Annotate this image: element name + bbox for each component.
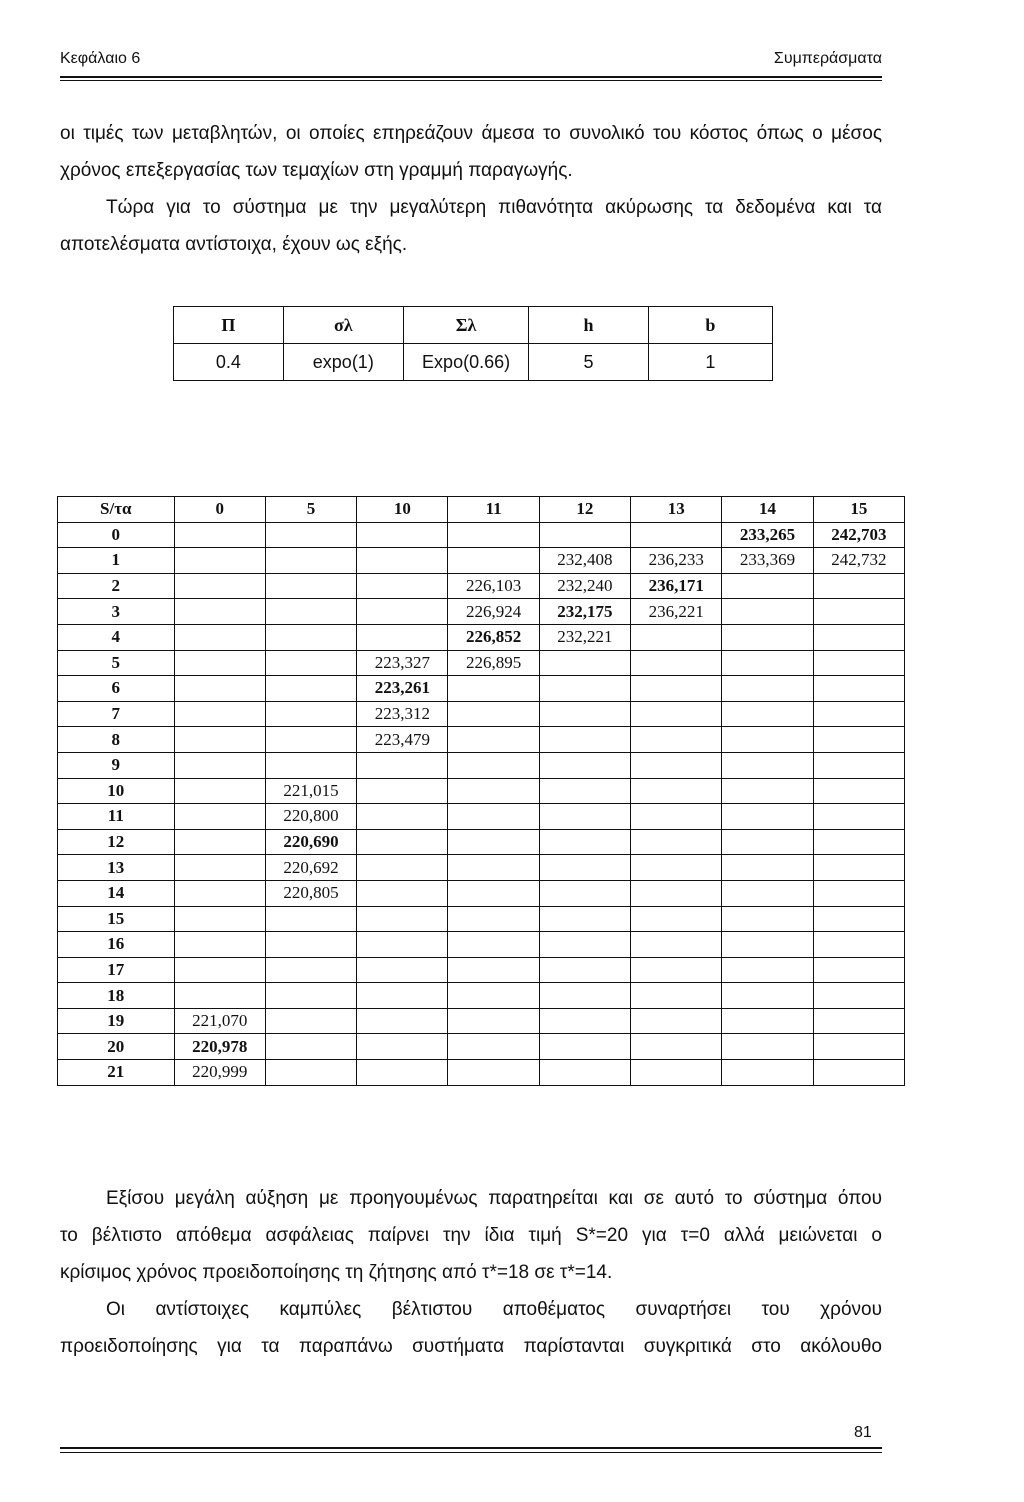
results-cell xyxy=(539,752,630,778)
row-label: 2 xyxy=(58,573,175,599)
row-label: 5 xyxy=(58,650,175,676)
conclusion-line: κρίσιμος χρόνος προειδοποίησης τη ζήτησης από τ*=18 σε τ*=14. xyxy=(60,1262,613,1283)
results-cell xyxy=(813,701,904,727)
results-cell xyxy=(174,983,265,1009)
results-cell xyxy=(722,804,813,830)
results-row xyxy=(58,676,905,702)
results-cell xyxy=(357,855,448,881)
results-cell xyxy=(357,522,448,548)
results-cell xyxy=(631,804,722,830)
results-cell: 226,852 xyxy=(448,624,539,650)
results-cell xyxy=(539,676,630,702)
results-cell xyxy=(448,522,539,548)
results-cell xyxy=(357,983,448,1009)
results-cell: 232,240 xyxy=(539,573,630,599)
results-col-header: 0 xyxy=(174,497,265,523)
results-cell: 233,265 xyxy=(722,522,813,548)
results-cell xyxy=(813,1008,904,1034)
results-cell xyxy=(722,880,813,906)
results-cell xyxy=(631,855,722,881)
results-row xyxy=(58,932,905,958)
results-cell xyxy=(722,855,813,881)
results-cell xyxy=(722,932,813,958)
page-number: 81 xyxy=(854,1424,872,1441)
results-cell xyxy=(722,701,813,727)
param-header: Π xyxy=(174,307,284,344)
chapter-label: Κεφάλαιο 6 xyxy=(60,50,141,67)
row-label: 1 xyxy=(58,548,175,574)
results-row xyxy=(58,599,905,625)
results-cell xyxy=(539,957,630,983)
results-cell xyxy=(357,804,448,830)
results-cell xyxy=(174,752,265,778)
results-cell xyxy=(357,624,448,650)
results-row xyxy=(58,624,905,650)
results-col-header: 10 xyxy=(357,497,448,523)
row-label: 21 xyxy=(58,1060,175,1086)
results-cell xyxy=(448,676,539,702)
results-cell xyxy=(448,829,539,855)
results-cell xyxy=(174,727,265,753)
results-cell xyxy=(448,701,539,727)
row-label: 18 xyxy=(58,983,175,1009)
results-row xyxy=(58,1008,905,1034)
results-cell xyxy=(813,624,904,650)
results-cell: 223,479 xyxy=(357,727,448,753)
results-row xyxy=(58,701,905,727)
results-cell xyxy=(448,906,539,932)
results-cell xyxy=(357,752,448,778)
results-cell xyxy=(265,1060,356,1086)
row-label: 0 xyxy=(58,522,175,548)
results-cell: 226,895 xyxy=(448,650,539,676)
results-cell xyxy=(448,727,539,753)
header-rule-thin xyxy=(60,80,882,81)
results-cell xyxy=(357,599,448,625)
results-cell: 221,070 xyxy=(174,1008,265,1034)
parameters-value-row xyxy=(174,344,773,381)
results-cell xyxy=(265,932,356,958)
results-cell xyxy=(631,650,722,676)
results-cell xyxy=(174,804,265,830)
results-cell xyxy=(448,957,539,983)
results-cell: 223,327 xyxy=(357,650,448,676)
results-cell xyxy=(448,855,539,881)
results-cell xyxy=(539,1034,630,1060)
results-cell xyxy=(813,599,904,625)
row-label: 17 xyxy=(58,957,175,983)
results-cell xyxy=(539,1060,630,1086)
param-value: 0.4 xyxy=(174,344,284,381)
results-cell: 233,369 xyxy=(722,548,813,574)
results-cell xyxy=(265,624,356,650)
results-header-row xyxy=(58,497,905,523)
results-cell xyxy=(448,752,539,778)
results-cell xyxy=(357,778,448,804)
conclusion-line: Εξίσου μεγάλη αύξηση με προηγουμένως παρατηρείται και σε αυτό το σύστημα όπου xyxy=(106,1188,882,1209)
results-row xyxy=(58,829,905,855)
results-cell xyxy=(722,676,813,702)
row-label: 19 xyxy=(58,1008,175,1034)
results-cell xyxy=(631,983,722,1009)
results-cell xyxy=(265,727,356,753)
results-row xyxy=(58,548,905,574)
results-cell xyxy=(448,1008,539,1034)
results-cell xyxy=(722,752,813,778)
results-row xyxy=(58,957,905,983)
conclusion-paragraph xyxy=(60,1180,882,1365)
results-cell: 220,978 xyxy=(174,1034,265,1060)
results-cell xyxy=(265,1008,356,1034)
results-cell xyxy=(813,983,904,1009)
results-cell xyxy=(265,599,356,625)
results-cell xyxy=(722,624,813,650)
results-cell xyxy=(631,880,722,906)
results-col-header: 14 xyxy=(722,497,813,523)
results-row xyxy=(58,1034,905,1060)
conclusion-line: προειδοποίησης για τα παραπάνω συστήματα παρίστανται συγκριτικά στο ακόλουθο xyxy=(60,1336,882,1357)
results-cell: 242,703 xyxy=(813,522,904,548)
results-cell xyxy=(813,752,904,778)
results-cell xyxy=(265,573,356,599)
results-cell xyxy=(539,804,630,830)
results-body xyxy=(58,522,905,1085)
results-cell xyxy=(174,880,265,906)
results-cell xyxy=(174,778,265,804)
row-label: 14 xyxy=(58,880,175,906)
results-cell xyxy=(357,1008,448,1034)
results-cell xyxy=(631,1060,722,1086)
results-cell: 220,692 xyxy=(265,855,356,881)
results-cell: 236,171 xyxy=(631,573,722,599)
param-header: σλ xyxy=(283,307,403,344)
results-row xyxy=(58,650,905,676)
header-rule xyxy=(60,76,882,78)
intro-line: οι τιμές των μεταβλητών, οι οποίες επηρεάζουν άμεσα το συνολικό του κόστος όπως ο μέσος xyxy=(60,123,882,144)
results-cell xyxy=(265,906,356,932)
results-cell: 220,805 xyxy=(265,880,356,906)
results-cell xyxy=(265,522,356,548)
results-cell: 220,999 xyxy=(174,1060,265,1086)
results-cell xyxy=(539,522,630,548)
results-cell xyxy=(265,1034,356,1060)
results-cell xyxy=(813,829,904,855)
results-cell xyxy=(631,701,722,727)
results-cell xyxy=(448,1034,539,1060)
results-cell xyxy=(722,650,813,676)
results-cell xyxy=(357,880,448,906)
results-row xyxy=(58,752,905,778)
results-cell xyxy=(174,573,265,599)
results-row xyxy=(58,1060,905,1086)
footer-rule-thin xyxy=(60,1452,882,1453)
param-value: Expo(0.66) xyxy=(403,344,528,381)
results-cell xyxy=(631,752,722,778)
results-row xyxy=(58,906,905,932)
results-cell xyxy=(539,701,630,727)
results-cell xyxy=(357,957,448,983)
results-cell xyxy=(813,880,904,906)
results-cell xyxy=(174,522,265,548)
results-row xyxy=(58,855,905,881)
results-cell xyxy=(813,1060,904,1086)
results-cell xyxy=(631,522,722,548)
row-label: 9 xyxy=(58,752,175,778)
results-cell xyxy=(357,906,448,932)
results-row xyxy=(58,573,905,599)
results-cell xyxy=(539,855,630,881)
results-cell xyxy=(174,906,265,932)
section-label: Συμπεράσματα xyxy=(773,50,882,67)
results-cell: 236,233 xyxy=(631,548,722,574)
results-cell xyxy=(631,906,722,932)
results-cell xyxy=(631,727,722,753)
row-label: 15 xyxy=(58,906,175,932)
row-label: 20 xyxy=(58,1034,175,1060)
row-label: 10 xyxy=(58,778,175,804)
results-cell xyxy=(722,957,813,983)
results-cell xyxy=(631,624,722,650)
results-col-header: 5 xyxy=(265,497,356,523)
results-cell xyxy=(357,932,448,958)
results-cell xyxy=(813,778,904,804)
row-label: 3 xyxy=(58,599,175,625)
results-cell xyxy=(265,752,356,778)
parameters-table xyxy=(173,306,773,381)
row-label: 8 xyxy=(58,727,175,753)
row-label: 6 xyxy=(58,676,175,702)
results-cell: 223,261 xyxy=(357,676,448,702)
row-label: 7 xyxy=(58,701,175,727)
row-label: 11 xyxy=(58,804,175,830)
results-cell xyxy=(722,1008,813,1034)
param-header: b xyxy=(648,307,772,344)
results-cell xyxy=(174,599,265,625)
results-cell xyxy=(631,676,722,702)
results-cell xyxy=(448,932,539,958)
results-cell: 220,690 xyxy=(265,829,356,855)
results-cell: 226,924 xyxy=(448,599,539,625)
results-cell xyxy=(265,650,356,676)
results-corner-header: S/τα xyxy=(58,497,175,523)
param-value: expo(1) xyxy=(283,344,403,381)
results-cell xyxy=(357,1060,448,1086)
results-cell xyxy=(357,573,448,599)
results-table xyxy=(57,496,905,1086)
results-cell: 232,175 xyxy=(539,599,630,625)
param-value: 1 xyxy=(648,344,772,381)
results-cell xyxy=(265,701,356,727)
results-cell xyxy=(174,650,265,676)
results-row xyxy=(58,983,905,1009)
results-cell xyxy=(539,778,630,804)
results-cell xyxy=(631,829,722,855)
results-cell xyxy=(813,1034,904,1060)
results-col-header: 13 xyxy=(631,497,722,523)
row-label: 16 xyxy=(58,932,175,958)
results-cell xyxy=(539,906,630,932)
results-cell xyxy=(813,906,904,932)
results-cell: 232,221 xyxy=(539,624,630,650)
results-cell xyxy=(722,1060,813,1086)
results-cell xyxy=(722,573,813,599)
results-cell xyxy=(174,829,265,855)
results-cell xyxy=(174,932,265,958)
results-cell xyxy=(174,957,265,983)
results-cell xyxy=(448,778,539,804)
results-cell xyxy=(631,1008,722,1034)
row-label: 12 xyxy=(58,829,175,855)
param-header: Σλ xyxy=(403,307,528,344)
results-cell xyxy=(631,778,722,804)
results-cell xyxy=(174,855,265,881)
results-cell xyxy=(448,1060,539,1086)
results-cell xyxy=(448,804,539,830)
results-cell xyxy=(448,548,539,574)
results-cell xyxy=(539,932,630,958)
results-cell xyxy=(448,983,539,1009)
results-cell xyxy=(357,548,448,574)
results-row xyxy=(58,522,905,548)
intro-line: Τώρα για το σύστημα με την μεγαλύτερη πιθανότητα ακύρωσης τα δεδομένα και τα xyxy=(106,197,882,218)
footer-rule xyxy=(60,1447,882,1449)
results-cell: 236,221 xyxy=(631,599,722,625)
results-cell xyxy=(265,957,356,983)
results-cell xyxy=(357,1034,448,1060)
results-cell xyxy=(265,676,356,702)
results-cell xyxy=(722,906,813,932)
results-cell xyxy=(357,829,448,855)
results-cell xyxy=(539,727,630,753)
parameters-header-row xyxy=(174,307,773,344)
conclusion-line: Οι αντίστοιχες καμπύλες βέλτιστου αποθέματος συναρτήσει του χρόνου xyxy=(106,1299,882,1320)
results-cell xyxy=(722,778,813,804)
results-cell xyxy=(174,624,265,650)
results-cell xyxy=(813,650,904,676)
results-cell xyxy=(631,932,722,958)
results-cell xyxy=(813,727,904,753)
param-header: h xyxy=(529,307,648,344)
results-cell xyxy=(813,855,904,881)
results-cell: 226,103 xyxy=(448,573,539,599)
results-row xyxy=(58,727,905,753)
results-cell xyxy=(722,1034,813,1060)
results-cell xyxy=(174,701,265,727)
results-cell xyxy=(539,829,630,855)
results-cell: 220,800 xyxy=(265,804,356,830)
row-label: 4 xyxy=(58,624,175,650)
intro-line: χρόνος επεξεργασίας των τεμαχίων στη γραμμή παραγωγής. xyxy=(60,160,573,181)
results-cell xyxy=(539,650,630,676)
results-cell: 242,732 xyxy=(813,548,904,574)
results-cell xyxy=(813,573,904,599)
results-cell xyxy=(722,599,813,625)
results-cell: 223,312 xyxy=(357,701,448,727)
results-cell xyxy=(539,983,630,1009)
results-cell: 221,015 xyxy=(265,778,356,804)
results-row xyxy=(58,880,905,906)
results-cell xyxy=(722,983,813,1009)
results-cell xyxy=(813,932,904,958)
results-cell xyxy=(722,727,813,753)
row-label: 13 xyxy=(58,855,175,881)
results-cell xyxy=(174,548,265,574)
results-cell xyxy=(539,1008,630,1034)
results-cell xyxy=(265,983,356,1009)
results-col-header: 11 xyxy=(448,497,539,523)
results-cell xyxy=(813,804,904,830)
results-cell xyxy=(539,880,630,906)
results-cell xyxy=(631,1034,722,1060)
results-col-header: 15 xyxy=(813,497,904,523)
conclusion-line: το βέλτιστο απόθεμα ασφάλειας παίρνει την ίδια τιμή S*=20 για τ=0 αλλά μειώνεται ο xyxy=(60,1225,882,1246)
intro-line: αποτελέσματα αντίστοιχα, έχουν ως εξής. xyxy=(60,234,408,255)
results-cell xyxy=(813,676,904,702)
results-row xyxy=(58,804,905,830)
results-cell xyxy=(631,957,722,983)
results-col-header: 12 xyxy=(539,497,630,523)
intro-paragraph xyxy=(60,115,882,263)
results-cell xyxy=(448,880,539,906)
param-value: 5 xyxy=(529,344,648,381)
results-cell xyxy=(722,829,813,855)
results-cell: 232,408 xyxy=(539,548,630,574)
results-row xyxy=(58,778,905,804)
results-cell xyxy=(265,548,356,574)
results-cell xyxy=(813,957,904,983)
results-cell xyxy=(174,676,265,702)
